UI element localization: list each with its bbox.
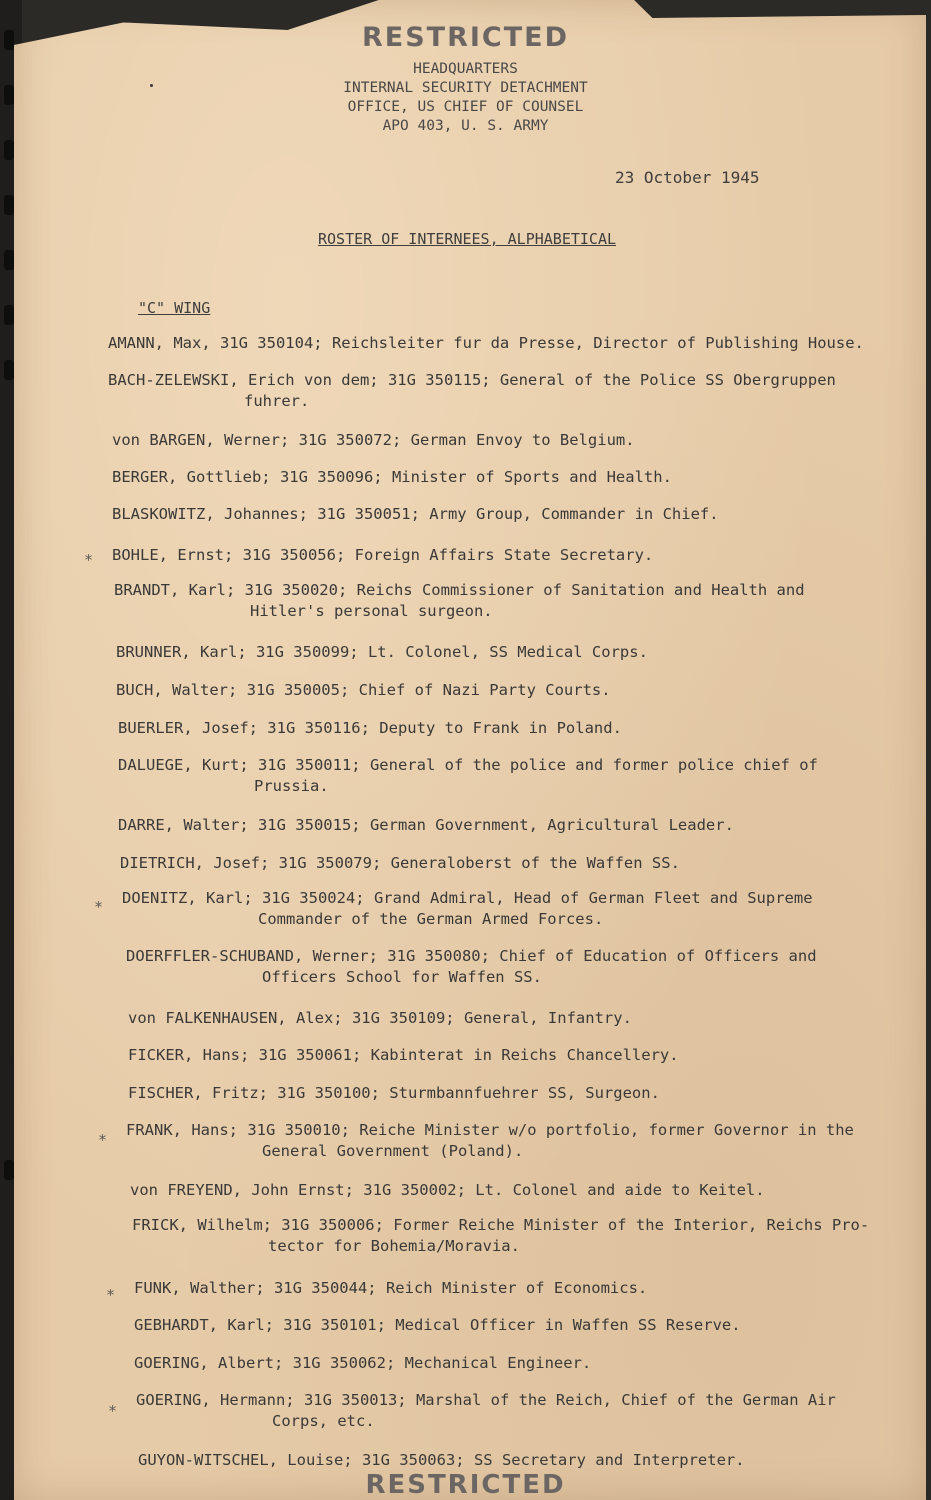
entry-line: GOERING, Albert; 31G 350062; Mechanical Engineer.: [134, 1354, 592, 1372]
wing-heading: "C" WING: [138, 299, 211, 317]
roster-entry: [128, 1083, 660, 1104]
entry-continuation: General Government (Poland).: [262, 1142, 524, 1160]
roster-entry: [108, 370, 836, 412]
entry-line: GUYON-WITSCHEL, Louise; 31G 350063; SS Secretary and Interpreter.: [138, 1451, 745, 1469]
ink-speck: [150, 84, 153, 87]
entry-line: von FREYEND, John Ernst; 31G 350002; Lt. Colonel and aide to Keitel.: [130, 1181, 765, 1199]
entry-line: BUCH, Walter; 31G 350005; Chief of Nazi Party Courts.: [116, 681, 611, 699]
roster-entry: [134, 1315, 741, 1336]
entry-line: FRICK, Wilhelm; 31G 350006; Former Reiche Minister of the Interior, Reichs Pro-: [132, 1216, 870, 1234]
roster-entry: [112, 467, 672, 488]
roster-entry: [128, 1045, 679, 1066]
entry-line: BERGER, Gottlieb; 31G 350096; Minister of Sports and Health.: [112, 468, 672, 486]
entry-continuation: Prussia.: [254, 777, 329, 795]
classification-stamp-bottom: RESTRICTED: [365, 1470, 566, 1500]
roster-entry: [134, 1278, 647, 1299]
roster-title: ROSTER OF INTERNEES, ALPHABETICAL: [318, 230, 617, 248]
punch-hole: [4, 305, 14, 325]
entry-continuation: tector for Bohemia/Moravia.: [268, 1237, 520, 1255]
entry-line: BACH-ZELEWSKI, Erich von dem; 31G 350115; General of the Police SS Obergruppen: [108, 371, 836, 389]
document-page: [14, 0, 926, 1500]
asterisk-mark: *: [108, 1402, 118, 1420]
roster-entry: [108, 333, 864, 354]
entry-line: von BARGEN, Werner; 31G 350072; German Envoy to Belgium.: [112, 431, 635, 449]
roster-entry: [116, 680, 611, 701]
entry-line: DALUEGE, Kurt; 31G 350011; General of the police and former police chief of: [118, 756, 818, 774]
roster-entry: [126, 1120, 854, 1162]
entry-continuation: Corps, etc.: [272, 1412, 375, 1430]
roster-entry: [114, 580, 805, 622]
entry-line: FISCHER, Fritz; 31G 350100; Sturmbannfuehrer SS, Surgeon.: [128, 1084, 660, 1102]
entry-line: DARRE, Walter; 31G 350015; German Government, Agricultural Leader.: [118, 816, 734, 834]
entry-continuation: Hitler's personal surgeon.: [250, 602, 493, 620]
punch-hole: [4, 195, 14, 215]
roster-entry: [132, 1215, 869, 1257]
roster-entry: [138, 1450, 745, 1471]
asterisk-mark: *: [106, 1286, 116, 1304]
roster-entry: [134, 1353, 591, 1374]
document-date: 23 October 1945: [615, 168, 760, 187]
punch-hole: [4, 140, 14, 160]
roster-entry: [112, 504, 719, 525]
punch-hole: [4, 250, 14, 270]
entry-line: GOERING, Hermann; 31G 350013; Marshal of the Reich, Chief of the German Air: [136, 1391, 836, 1409]
roster-entry: [120, 853, 680, 874]
roster-entry: [112, 545, 653, 566]
roster-entry: [128, 1008, 632, 1029]
roster-entry: [122, 888, 813, 930]
asterisk-mark: *: [84, 551, 94, 569]
entry-line: DIETRICH, Josef; 31G 350079; Generaloberst of the Waffen SS.: [120, 854, 680, 872]
entry-continuation: Officers School for Waffen SS.: [262, 968, 542, 986]
roster-entry: [112, 430, 635, 451]
entry-line: FICKER, Hans; 31G 350061; Kabinterat in Reichs Chancellery.: [128, 1046, 679, 1064]
punch-hole: [4, 360, 14, 380]
roster-entry: [118, 718, 622, 739]
entry-line: AMANN, Max, 31G 350104; Reichsleiter fur da Presse, Director of Publishing House.: [108, 334, 864, 352]
entry-line: DOENITZ, Karl; 31G 350024; Grand Admiral, Head of German Fleet and Supreme: [122, 889, 813, 907]
entry-continuation: fuhrer.: [244, 392, 310, 410]
asterisk-mark: *: [98, 1131, 108, 1149]
asterisk-mark: *: [94, 898, 104, 916]
header-line-detachment: INTERNAL SECURITY DETACHMENT: [343, 80, 588, 96]
entry-line: BUERLER, Josef; 31G 350116; Deputy to Frank in Poland.: [118, 719, 622, 737]
roster-entry: [118, 815, 734, 836]
entry-line: BRANDT, Karl; 31G 350020; Reichs Commissioner of Sanitation and Health and: [114, 581, 805, 599]
header-line-hq: HEADQUARTERS: [413, 61, 518, 77]
roster-entry: [126, 946, 817, 988]
entry-line: BOHLE, Ernst; 31G 350056; Foreign Affairs State Secretary.: [112, 546, 654, 564]
roster-entry: [136, 1390, 836, 1432]
roster-entry: [118, 755, 818, 797]
entry-line: BLASKOWITZ, Johannes; 31G 350051; Army Group, Commander in Chief.: [112, 505, 719, 523]
entry-continuation: Commander of the German Armed Forces.: [258, 910, 604, 928]
entry-line: FUNK, Walther; 31G 350044; Reich Minister of Economics.: [134, 1279, 648, 1297]
entry-line: DOERFFLER-SCHUBAND, Werner; 31G 350080; Chief of Education of Officers and: [126, 947, 817, 965]
punch-hole: [4, 1160, 14, 1180]
header-line-office: OFFICE, US CHIEF OF COUNSEL: [347, 99, 584, 115]
entry-line: von FALKENHAUSEN, Alex; 31G 350109; General, Infantry.: [128, 1009, 632, 1027]
classification-stamp-top: RESTRICTED: [361, 22, 570, 53]
entry-line: GEBHARDT, Karl; 31G 350101; Medical Officer in Waffen SS Reserve.: [134, 1316, 741, 1334]
entry-line: BRUNNER, Karl; 31G 350099; Lt. Colonel, SS Medical Corps.: [116, 643, 648, 661]
entry-line: FRANK, Hans; 31G 350010; Reiche Minister w/o portfolio, former Governor in the: [126, 1121, 854, 1139]
roster-entry: [116, 642, 648, 663]
header-line-apo: APO 403, U. S. ARMY: [382, 118, 549, 134]
roster-entry: [130, 1180, 765, 1201]
